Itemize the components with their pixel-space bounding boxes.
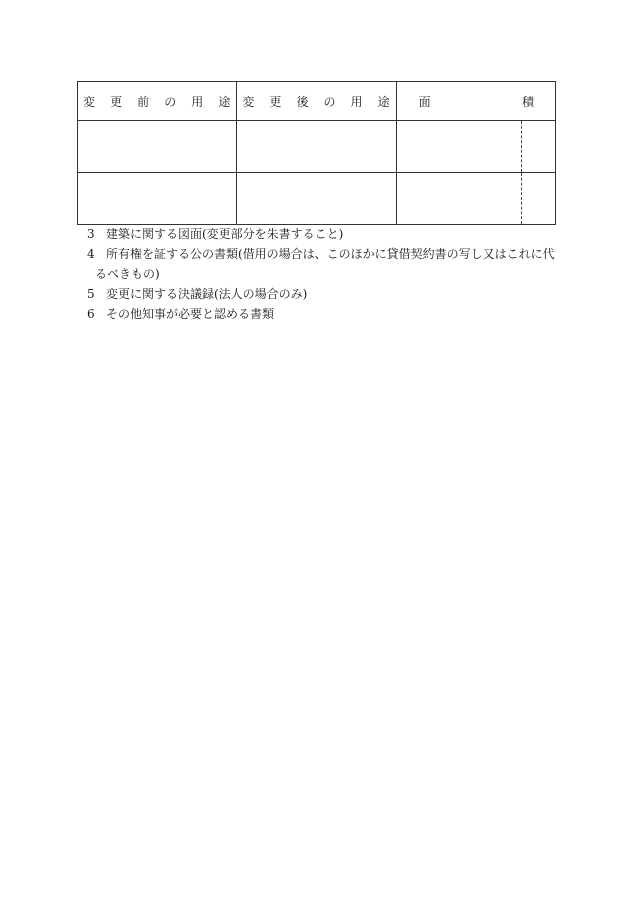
item-number: 5 [87, 287, 95, 301]
cell-before-use[interactable] [78, 173, 237, 225]
use-change-table [77, 81, 556, 225]
item-number: 3 [87, 227, 95, 241]
header-char: 面 [418, 94, 431, 109]
header-after-use [237, 82, 396, 121]
table-row [78, 173, 556, 225]
cell-after-use[interactable] [237, 121, 396, 173]
header-char: 後 [296, 94, 309, 109]
cell-area[interactable] [396, 121, 555, 173]
header-char: の [323, 94, 336, 109]
cell-before-use[interactable] [78, 121, 237, 173]
item-text: 建築に関する図面(変更部分を朱書すること) [106, 227, 344, 241]
item-text-continued: るべきもの) [95, 267, 160, 281]
attachment-list [87, 224, 557, 324]
table-row [78, 121, 556, 173]
decimal-divider [521, 121, 522, 172]
cell-area[interactable] [396, 173, 555, 225]
header-char: 途 [377, 94, 390, 109]
header-before-use-text [78, 93, 236, 110]
header-after-use-text [237, 93, 395, 110]
item-text: 所有権を証する公の書類(借用の場合は、このほかに貸借契約書の写し又はこれに代 [106, 247, 555, 261]
item-number: 6 [87, 307, 95, 321]
header-char: 更 [269, 94, 282, 109]
list-item [87, 304, 557, 324]
header-char: 用 [350, 94, 363, 109]
decimal-divider [521, 173, 522, 224]
list-item [87, 244, 557, 284]
header-char: 前 [137, 94, 150, 109]
header-area [396, 82, 555, 121]
item-number: 4 [87, 247, 95, 261]
item-text: その他知事が必要と認める書類 [106, 307, 275, 321]
header-char: 途 [218, 94, 231, 109]
header-char: 用 [191, 94, 204, 109]
list-item [87, 224, 557, 244]
header-char: の [164, 94, 177, 109]
header-char: 変 [242, 94, 255, 109]
header-area-text [397, 93, 555, 110]
header-char: 更 [110, 94, 123, 109]
header-char: 変 [83, 94, 96, 109]
list-item [87, 284, 557, 304]
header-char: 積 [521, 94, 534, 109]
header-before-use [78, 82, 237, 121]
item-text: 変更に関する決議録(法人の場合のみ) [106, 287, 308, 301]
cell-after-use[interactable] [237, 173, 396, 225]
table-header-row [78, 82, 556, 121]
